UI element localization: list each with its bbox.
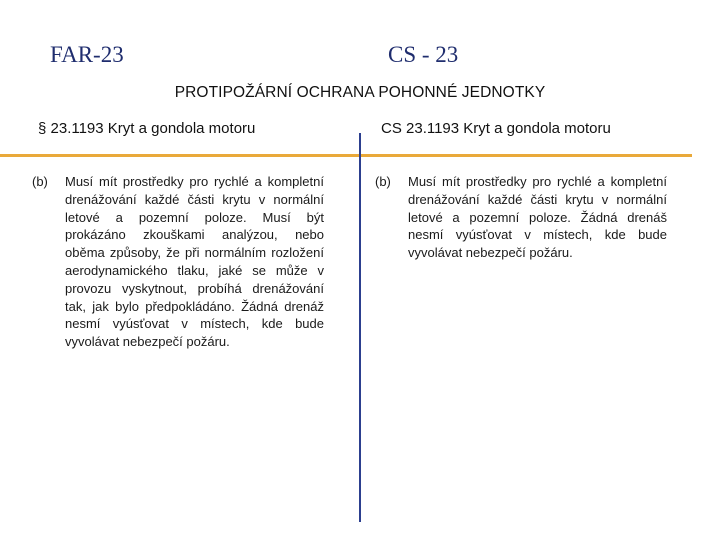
cs-23-title: CS - 23 (388, 42, 459, 67)
cs-paragraph-b (375, 173, 667, 262)
page-title: PROTIPOŽÁRNÍ OCHRANA POHONNÉ JEDNOTKY (174, 84, 546, 101)
cs-item-label: (b) (375, 174, 391, 189)
cs-section-title: CS 23.1193 Kryt a gondola motoru (381, 120, 611, 137)
far-item-label: (b) (32, 174, 48, 189)
far-paragraph-b (32, 173, 324, 351)
vertical-divider (359, 133, 361, 522)
far-item-text: Musí mít prostředky pro rychlé a kompletní drenážování každé části krytu v normální letové a pozemní poloze. Musí být prokázáno zkouškami analýzou, nebo oběma způsoby, že při normálním rozložení aerodynamického tlaku, jaké se může v provozu vyskytnout, probíhá drenážování tak, jak bylo předpokládáno. Žádná drenáž nesmí vyúsťovat v místech, kde bude vyvolávat nebezpečí požáru. (65, 174, 324, 350)
far-23-title: FAR-23 (50, 42, 124, 67)
cs-item-text: Musí mít prostředky pro rychlé a kompletní drenážování každé části krytu v normální letové a pozemní poloze. Žádná drenáš nesmí vyúsťovat v místech, kde bude vyvolávat nebezpečí požáru. (408, 174, 667, 261)
far-section-title: § 23.1193 Kryt a gondola motoru (38, 120, 256, 137)
horizontal-divider (0, 154, 692, 157)
